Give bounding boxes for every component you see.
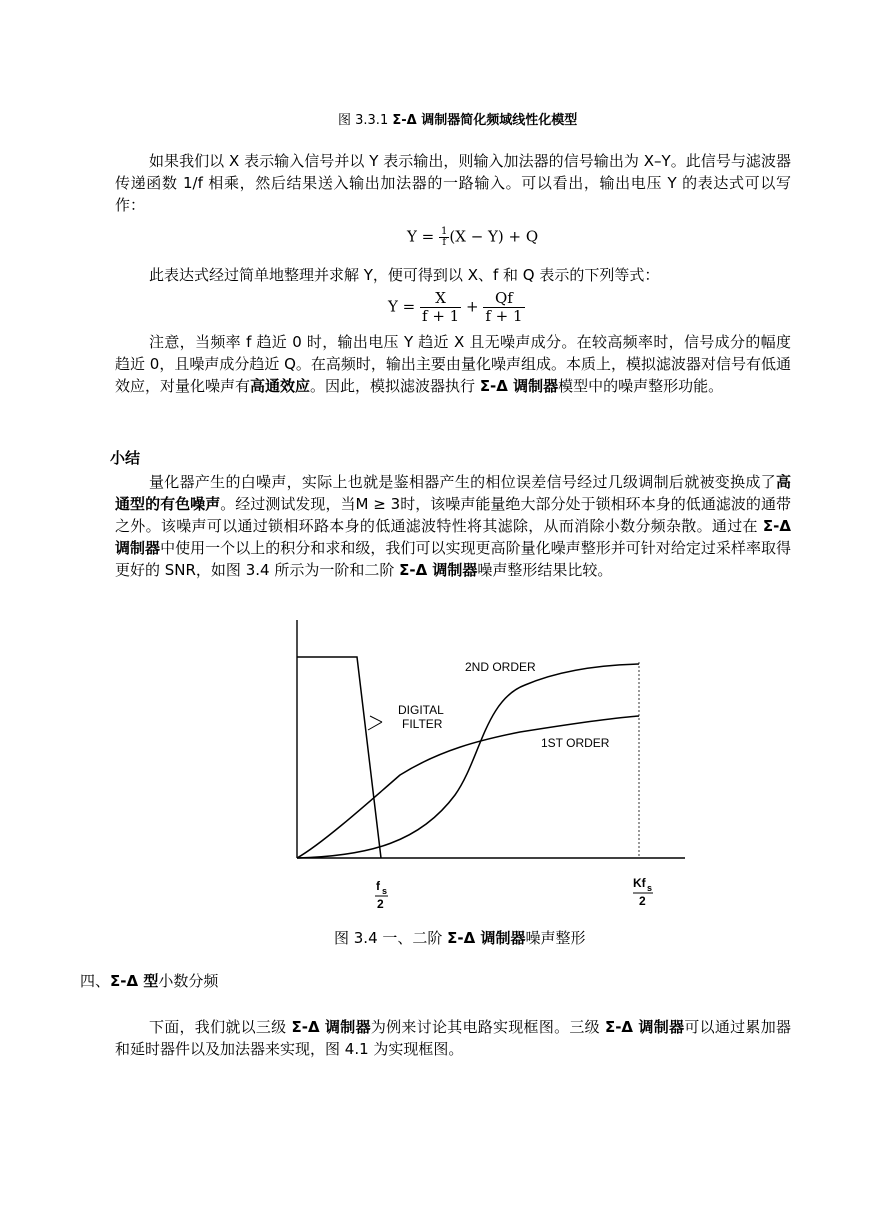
heading-summary: 小结: [110, 449, 141, 467]
eq2-f2-num: Qf: [483, 290, 524, 308]
p4-c: 。经过测试发现，当M ≥ 3时，该噪声能量绝大部分处于锁相环本身的低通滤波的通带之外。该噪声可以通过锁相环路本身的低通滤波特性将其滤除，从而消除小数分频杂散。通过在: [115, 495, 791, 535]
label-2nd-order: 2ND ORDER: [465, 660, 536, 674]
p5-b: Σ-Δ 调制器: [291, 1018, 371, 1036]
tick2-den: 2: [639, 894, 646, 908]
eq2-f2-den: f + 1: [485, 307, 523, 325]
p5-e: 可以通过累加器和延时器件以及加法器来实现，图 4.1 为实现框图。: [115, 1018, 791, 1058]
caption-prefix: 图 3.3.1: [338, 113, 393, 128]
p4-f: Σ-Δ 调制器: [399, 561, 478, 579]
eq2-fraction-1: [420, 290, 461, 325]
paragraph-2-text: 此表达式经过简单地整理并求解 Y，便可得到以 X、f 和 Q 表示的下列等式：: [149, 266, 660, 284]
tick-fs-half: [375, 879, 388, 911]
paragraph-1: [115, 150, 791, 216]
p4-b: 高通型的有色噪声: [115, 473, 791, 513]
equation-1: [407, 227, 538, 248]
p5-c: 为例来讨论其电路实现框图。三级: [370, 1018, 605, 1036]
eq2-fraction-2: [483, 290, 524, 325]
tick2-sub: s: [647, 883, 653, 893]
label-1st-order: 1ST ORDER: [541, 736, 610, 750]
eq1-lhs: Y =: [407, 227, 440, 246]
tick1-sub: s: [382, 886, 388, 896]
tick1-den: 2: [377, 897, 384, 911]
eq1-frac-num: 1: [441, 226, 448, 237]
p3-b: 高通效应: [250, 377, 311, 395]
section-bold: Σ-Δ 型: [110, 972, 159, 990]
caption-bold: Σ-Δ 调制器简化频域线性化模型: [392, 113, 578, 128]
section-suffix: 小数分频: [158, 972, 219, 990]
p3-e: 模型中的噪声整形功能。: [558, 377, 724, 395]
figure-caption-3-4: [334, 927, 586, 948]
p4-a: 量化器产生的白噪声，实际上也就是鉴相器产生的相位误差信号经过几级调制后就被变换成了: [149, 473, 776, 491]
p5-d: Σ-Δ 调制器: [604, 1018, 685, 1036]
caption-fig-bold: Σ-Δ 调制器: [447, 929, 526, 947]
p4-g: 噪声整形结果比较。: [477, 561, 613, 579]
digital-filter-leader-2: [368, 722, 382, 730]
paragraph-3-text: [115, 331, 791, 397]
eq2-lhs: Y =: [388, 297, 421, 316]
eq1-rhs: (X − Y) + Q: [449, 227, 539, 246]
eq2-plus: +: [461, 297, 484, 316]
tick-kfs-half: [633, 876, 653, 908]
figure-caption-top: [338, 109, 577, 128]
p3-a: 注意，当频率 f 趋近 0 时，输出电压 Y 趋近 X 且无噪声成分。在较高频率时，信号成分的幅度趋近 0，且噪声成分趋近 Q。在高频时，输出主要由量化噪声组成。本质上，模拟滤波器对信号有低通效应，对量化噪声有: [115, 333, 791, 395]
p4-e: 中使用一个以上的积分和求和级，我们可以实现更高阶量化噪声整形并可针对给定过采样率取得更好的 SNR，如图 3.4 所示为一阶和二阶: [115, 539, 791, 579]
section-title: [80, 970, 218, 991]
section-prefix: 四、: [80, 972, 111, 990]
label-filter: FILTER: [402, 717, 443, 731]
caption-fig-suffix: 噪声整形: [525, 929, 586, 947]
eq2-f1-den: f + 1: [422, 307, 460, 325]
p4-d: Σ-Δ 调制器: [115, 517, 791, 557]
p3-d: Σ-Δ 调制器: [479, 377, 559, 395]
paragraph-5: [115, 1016, 791, 1060]
digital-filter-leader: [370, 716, 382, 722]
tick2-num: Kf: [633, 876, 646, 890]
tick1-num: f: [376, 879, 380, 893]
paragraph-5-text: [115, 1016, 791, 1060]
p5-a: 下面，我们就以三级: [149, 1018, 292, 1036]
paragraph-3: [115, 331, 791, 397]
eq2-f1-num: X: [420, 290, 461, 308]
paragraph-2: [115, 264, 791, 286]
label-digital: DIGITAL: [398, 703, 444, 717]
noise-shaping-figure: [280, 610, 700, 920]
second-order-curve: [297, 664, 639, 858]
eq1-fraction: [439, 227, 449, 248]
caption-fig-prefix: 图 3.4 一、二阶: [334, 929, 448, 947]
paragraph-4-text: [115, 471, 791, 581]
paragraph-4: [115, 471, 791, 581]
paragraph-1-text: 如果我们以 X 表示输入信号并以 Y 表示输出，则输入加法器的信号输出为 X–Y。此信号与滤波器传递函数 1/f 相乘，然后结果送入输出加法器的一路输入。可以看出，输出电压 Y 的表达式可以写作：: [115, 152, 791, 214]
equation-2: [388, 290, 525, 325]
p3-c: 。因此，模拟滤波器执行: [310, 377, 480, 395]
eq1-frac-den: f: [442, 237, 447, 248]
